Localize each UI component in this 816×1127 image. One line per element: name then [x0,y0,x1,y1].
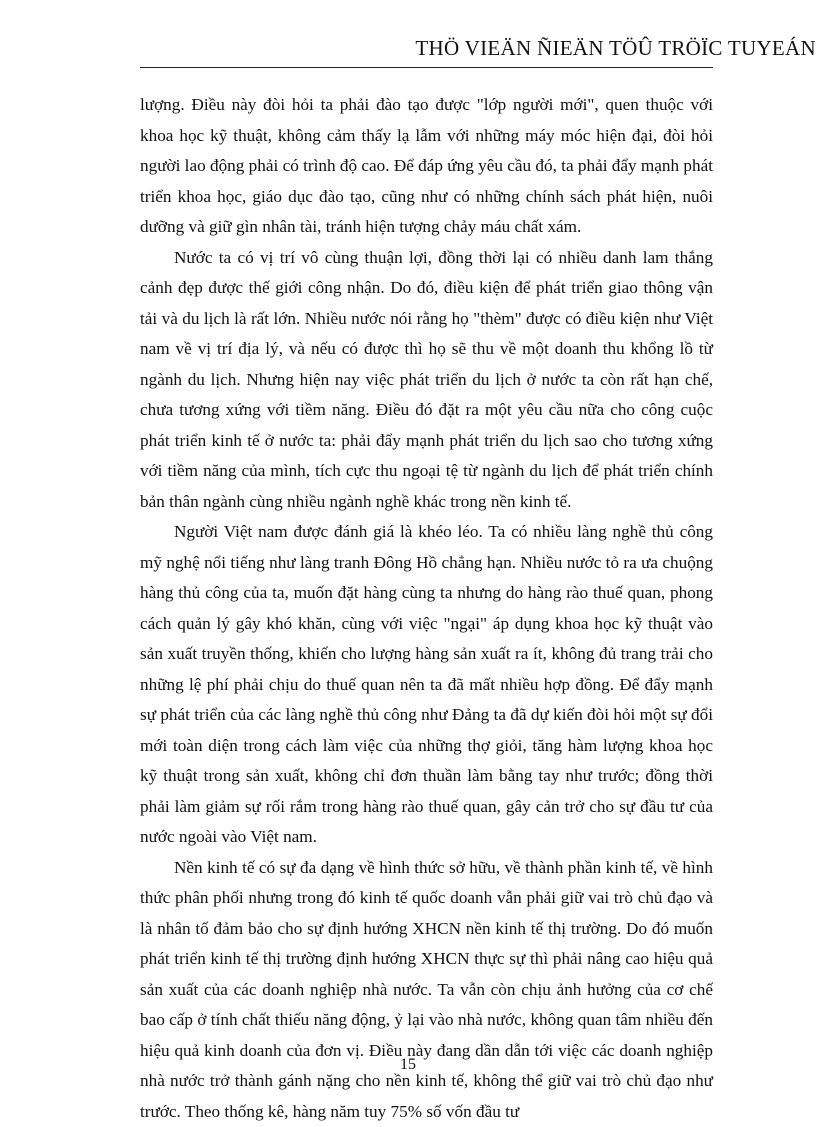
paragraph-1: lượng. Điều này đòi hỏi ta phải đào tạo được "lớp người mới", quen thuộc với khoa học kỹ thuật, không cảm thấy lạ lẫm với những máy móc hiện đại, đòi hỏi người lao động phải có trình độ cao. Để đáp ứng yêu cầu đó, ta phải đẩy mạnh phát triển khoa học, giáo dục đào tạo, cũng như có những chính sách phát hiện, nuôi dưỡng và giữ gìn nhân tài, tránh hiện tượng chảy máu chất xám. [140,90,713,243]
body-text [140,90,713,1127]
paragraph-4: Nền kinh tế có sự đa dạng về hình thức sở hữu, về thành phần kinh tế, về hình thức phân phối nhưng trong đó kinh tế quốc doanh vẫn phải giữ vai trò chủ đạo và là nhân tố đảm bảo cho sự định hướng XHCN nền kinh tế thị trường. Do đó muốn phát triển kinh tế thị trường định hướng XHCN thực sự thì phải nâng cao hiệu quả sản xuất của các doanh nghiệp nhà nước. Ta vẫn còn chịu ảnh hưởng của cơ chế bao cấp ở tính chất thiếu năng động, ỷ lại vào nhà nước, không quan tâm nhiều đến hiệu quả kinh doanh của đơn vị. Điều này đang dần dẫn tới việc các doanh nghiệp nhà nước trở thành gánh nặng cho nền kinh tế, không thể giữ vai trò chủ đạo như trước. Theo thống kê, hàng năm tuy 75% số vốn đầu tư [140,853,713,1127]
header-title: THÖ VIEÄN ÑIEÄN TÖÛ TRÖÏC TUYEÁN [415,36,816,61]
page-header [140,22,816,70]
header-rule [140,67,713,68]
page-number: 15 [0,1056,816,1074]
paragraph-2: Nước ta có vị trí vô cùng thuận lợi, đồng thời lại có nhiều danh lam thắng cảnh đẹp được thế giới công nhận. Do đó, điều kiện để phát triển giao thông vận tải và du lịch là rất lớn. Nhiều nước nói rằng họ "thèm" được có điều kiện như Việt nam về vị trí địa lý, và nếu có được thì họ sẽ thu về một doanh thu khổng lồ từ ngành du lịch. Nhưng hiện nay việc phát triển du lịch ở nước ta còn rất hạn chế, chưa tương xứng với tiềm năng. Điều đó đặt ra một yêu cầu nữa cho công cuộc phát triển kinh tế ở nước ta: phải đẩy mạnh phát triển du lịch sao cho tương xứng với tiềm năng của mình, tích cực thu ngoại tệ từ ngành du lịch để phát triển chính bản thân ngành cùng nhiều ngành nghề khác trong nền kinh tế. [140,243,713,518]
paragraph-3: Người Việt nam được đánh giá là khéo léo. Ta có nhiều làng nghề thủ công mỹ nghệ nổi tiếng như làng tranh Đông Hồ chẳng hạn. Nhiều nước tỏ ra ưa chuộng hàng thủ công của ta, muốn đặt hàng cùng ta nhưng do hàng rào thuế quan, phong cách quản lý gây khó khăn, cùng với việc "ngại" áp dụng khoa học kỹ thuật vào sản xuất truyền thống, khiến cho lượng hàng sản xuất ra ít, không đủ trang trải cho những lệ phí phải chịu do thuế quan nên ta đã mất nhiều hợp đồng. Để đẩy mạnh sự phát triển của các làng nghề thủ công như Đảng ta đã dự kiến đòi hỏi một sự đổi mới toàn diện trong cách làm việc của những thợ giỏi, tăng hàm lượng khoa học kỹ thuật trong sản xuất, không chỉ đơn thuần làm bằng tay như trước; đồng thời phải làm giảm sự rối rắm trong hàng rào thuế quan, gây cản trở cho sự đầu tư của nước ngoài vào Việt nam. [140,517,713,853]
